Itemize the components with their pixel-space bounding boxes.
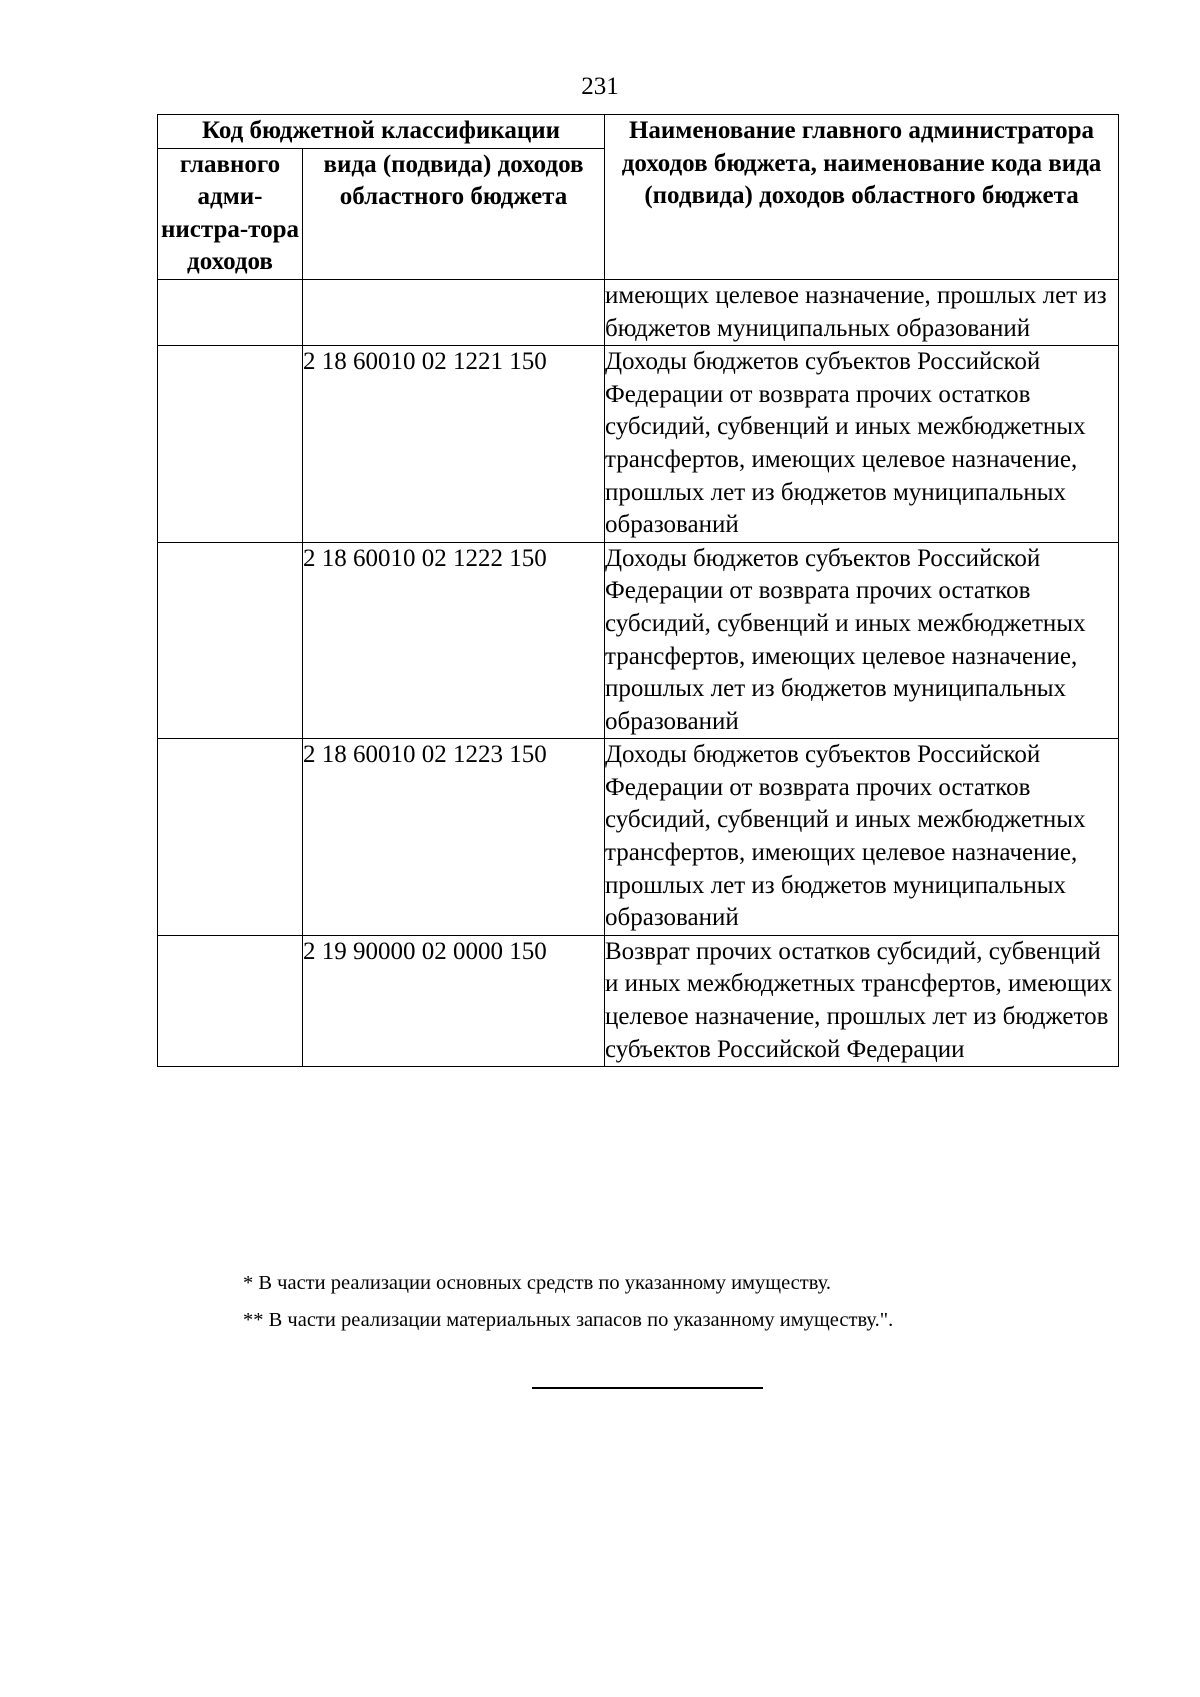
admin-code-cell [158, 279, 303, 345]
table-row [158, 346, 1119, 543]
income-description-cell: Доходы бюджетов субъектов Российской Федерации от возврата прочих остатков субсидий, субвенций и иных межбюджетных трансфертов, имеющих целевое назначение, прошлых лет из бюджетов муниципальных образований [605, 542, 1119, 739]
admin-code-cell [158, 542, 303, 739]
table-header [158, 115, 1119, 280]
income-code-cell [303, 279, 605, 345]
income-description-cell: Доходы бюджетов субъектов Российской Федерации от возврата прочих остатков субсидий, субвенций и иных межбюджетных трансфертов, имеющих целевое назначение, прошлых лет из бюджетов муниципальных образований [605, 739, 1119, 936]
income-code-cell: 2 18 60010 02 1222 150 [303, 542, 605, 739]
footnote-fixed-assets: * В части реализации основных средств по указанному имуществу. [243, 1272, 832, 1294]
budget-classification-table [157, 114, 1119, 1067]
closing-divider [532, 1387, 763, 1389]
admin-code-cell [158, 935, 303, 1066]
income-description-cell: Возврат прочих остатков субсидий, субвенций и иных межбюджетных трансфертов, имеющих целевое назначение, прошлых лет из бюджетов субъектов Российской Федерации [605, 935, 1119, 1066]
header-kind-column: вида (подвида) доходов областного бюджета [303, 148, 605, 279]
income-code-cell: 2 18 60010 02 1221 150 [303, 346, 605, 543]
admin-code-cell [158, 739, 303, 936]
header-row-group [158, 115, 1119, 149]
footnote-inventory: ** В части реализации материальных запасов по указанному имуществу.". [243, 1309, 894, 1331]
header-budget-code-group: Код бюджетной классификации [158, 115, 605, 149]
table-body [158, 279, 1119, 1066]
income-description-cell: Доходы бюджетов субъектов Российской Федерации от возврата прочих остатков субсидий, субвенций и иных межбюджетных трансфертов, имеющих целевое назначение, прошлых лет из бюджетов муниципальных образований [605, 346, 1119, 543]
income-code-cell: 2 19 90000 02 0000 150 [303, 935, 605, 1066]
table-row [158, 279, 1119, 345]
table-row [158, 542, 1119, 739]
header-name-column: Наименование главного администратора доходов бюджета, наименование кода вида (подвида) доходов областного бюджета [605, 115, 1119, 280]
header-admin-column: главного адми-нистра-тора доходов [158, 148, 303, 279]
page-number: 231 [581, 73, 619, 100]
income-description-cell: имеющих целевое назначение, прошлых лет из бюджетов муниципальных образований [605, 279, 1119, 345]
footnotes [243, 1265, 1143, 1339]
income-code-cell: 2 18 60010 02 1223 150 [303, 739, 605, 936]
table-row [158, 935, 1119, 1066]
table-row [158, 739, 1119, 936]
admin-code-cell [158, 346, 303, 543]
